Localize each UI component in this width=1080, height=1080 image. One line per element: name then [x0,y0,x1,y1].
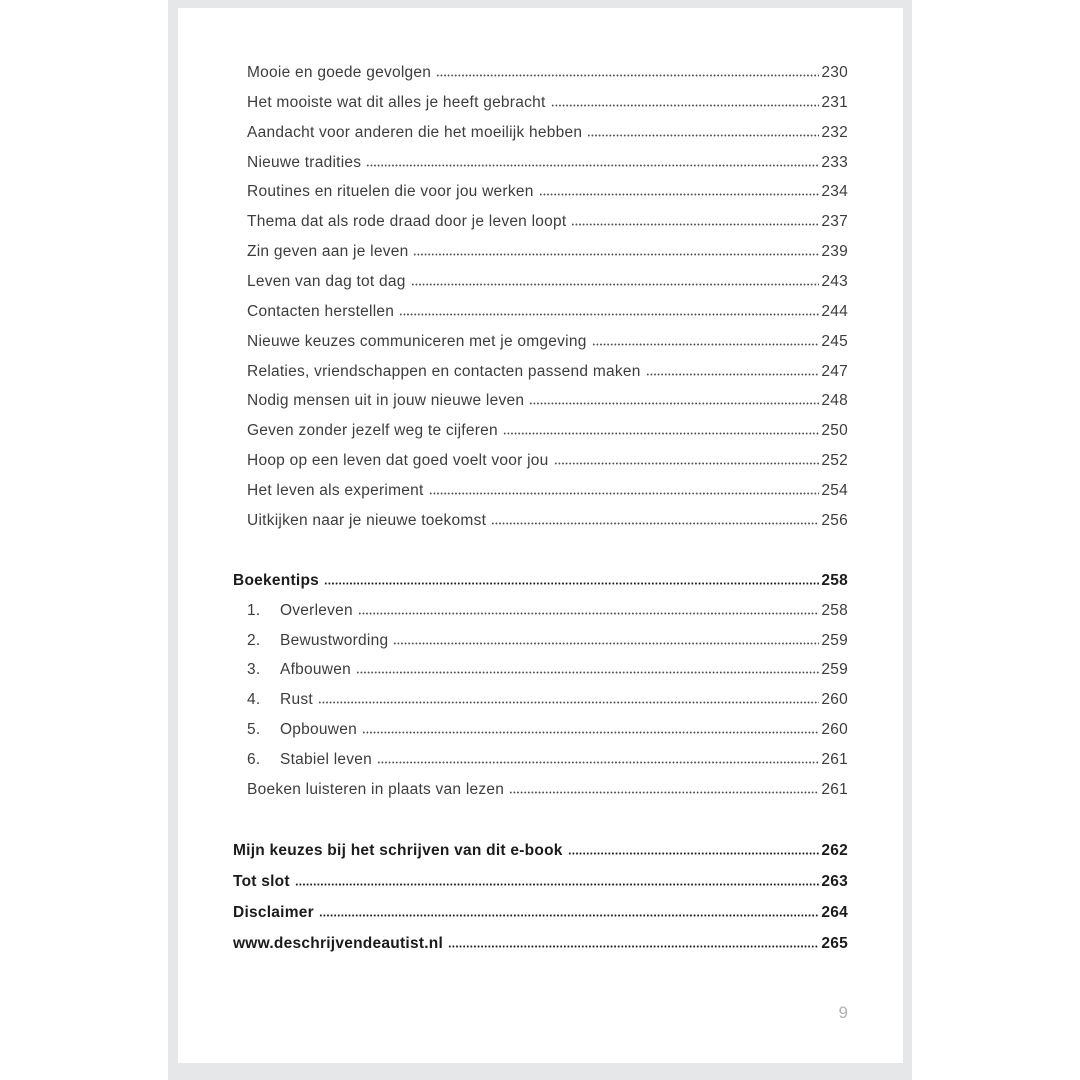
toc-entry-page: 250 [821,422,848,440]
toc-entry-label: Afbouwen [280,661,351,679]
toc-row [233,118,848,148]
dot-leader [529,402,819,405]
dot-leader [356,671,819,674]
page-backdrop [168,0,912,1080]
dot-leader [539,193,820,196]
toc-row [233,237,848,267]
toc-entry-page: 261 [821,751,848,769]
toc-entry-page: 260 [821,721,848,739]
dot-leader [509,791,819,794]
toc-entry-label: Stabiel leven [280,751,373,769]
toc-entry-page: 230 [821,64,848,81]
toc-entry-label: Nodig mensen uit in jouw nieuwe leven [247,392,525,410]
toc-chapter-page: 265 [821,934,848,952]
toc-entry-page: 248 [821,392,848,410]
toc-item-number: 4. [247,691,261,709]
toc-numbered-row [233,626,848,656]
toc-entry-page: 259 [821,661,848,679]
toc-row [233,88,848,118]
dot-leader [491,522,819,525]
toc-numbered-row [233,596,848,626]
toc-entry-label: Bewustwording [280,631,389,649]
toc-chapter-label: Boekentips [233,571,320,589]
toc-numbered-row [233,685,848,715]
toc-entry-page: 234 [821,183,848,201]
toc-row [233,297,848,327]
toc-entry-page: 252 [821,452,848,470]
toc-entry-label: Routines en rituelen die voor jou werken [247,183,534,201]
dot-leader [393,642,819,645]
toc-entry-label: Het leven als experiment [247,482,424,500]
toc-entry-page: 244 [821,302,848,320]
toc-entry-label: Aandacht voor anderen die het moeilijk hebben [247,123,583,141]
toc-entry-label: Zin geven aan je leven [247,243,409,261]
toc-entry-page: 233 [821,153,848,171]
dot-leader [503,432,820,435]
toc-row [233,58,848,88]
toc-entry-page: 232 [821,123,848,141]
toc-entry-page: 259 [821,631,848,649]
dot-leader [318,701,820,704]
dot-leader [448,945,819,948]
toc-entry-page: 239 [821,243,848,261]
dot-leader [411,283,820,286]
toc-entry-label: Uitkijken naar je nieuwe toekomst [247,511,487,529]
toc-chapter-row [233,835,848,866]
toc-item-number: 3. [247,661,261,679]
dot-leader [436,74,819,77]
dot-leader [362,731,819,734]
toc-entry-label: Contacten herstellen [247,302,395,320]
dot-leader [366,164,819,167]
toc-numbered-row [233,655,848,685]
toc-row [233,476,848,506]
toc-row [233,327,848,357]
toc-entry-page: 258 [821,601,848,619]
toc-entry-page: 254 [821,482,848,500]
toc-row [233,775,848,805]
dot-leader [319,914,819,917]
toc-entry-label: Geven zonder jezelf weg te cijferen [247,422,498,440]
toc-entry-label: Nieuwe keuzes communiceren met je omgeving [247,332,587,350]
toc-row [233,207,848,237]
toc-entry-label: Leven van dag tot dag [247,273,406,291]
toc-entry-page: 237 [821,213,848,231]
toc-entry-label: Overleven [280,601,353,619]
toc-entry-page: 260 [821,691,848,709]
dot-leader [429,492,820,495]
toc-entry-page: 231 [821,93,848,111]
toc-chapter-row [233,866,848,897]
toc-row [233,506,848,536]
toc-entry-label: Rust [280,691,313,709]
toc-entry-label: Hoop op een leven dat goed voelt voor jou [247,452,549,470]
toc-entry-page: 243 [821,273,848,291]
toc-chapter-label: Tot slot [233,872,290,890]
toc-chapter-label: www.deschrijvendeautist.nl [233,934,444,952]
toc-chapter-label: Mijn keuzes bij het schrijven van dit e-book [233,841,563,859]
toc-entry-label: Thema dat als rode draad door je leven loopt [247,213,567,231]
toc-row [233,386,848,416]
toc-chapter-row [233,565,848,596]
dot-leader [554,462,820,465]
dot-leader [399,313,819,316]
toc-row [233,357,848,387]
toc-entry-label: Het mooiste wat dit alles je heeft gebracht [247,93,546,111]
dot-leader [646,373,820,376]
toc-chapter-page: 263 [821,872,848,890]
toc-row [233,446,848,476]
toc-item-number: 6. [247,751,261,769]
dot-leader [592,343,820,346]
dot-leader [358,612,819,615]
toc-entry-label: Boeken luisteren in plaats van lezen [247,780,505,798]
toc-item-number: 5. [247,721,261,739]
dot-leader [413,253,819,256]
dot-leader [377,761,819,764]
toc-row [233,177,848,207]
toc-chapter-page: 262 [821,841,848,859]
toc-row [233,416,848,446]
toc-entry-page: 245 [821,332,848,350]
toc-item-number: 2. [247,631,261,649]
dot-leader [551,104,820,107]
dot-leader [568,852,820,855]
toc-item-number: 1. [247,601,261,619]
dot-leader [587,134,819,137]
toc-entry-label: Mooie en goede gevolgen [247,64,432,81]
document-page [178,8,903,1063]
toc-chapter-page: 264 [821,903,848,921]
table-of-contents [178,8,903,959]
dot-leader [571,223,819,226]
toc-numbered-row [233,745,848,775]
toc-chapter-row [233,897,848,928]
toc-chapter-label: Disclaimer [233,903,314,921]
toc-entry-page: 261 [821,780,848,798]
dot-leader [295,883,820,886]
toc-row [233,267,848,297]
dot-leader [324,582,819,585]
toc-entry-label: Nieuwe tradities [247,153,362,171]
toc-row [233,148,848,178]
toc-numbered-row [233,715,848,745]
toc-chapter-row [233,928,848,959]
toc-entry-label: Relaties, vriendschappen en contacten passend maken [247,362,641,380]
toc-chapter-page: 258 [821,571,848,589]
toc-entry-page: 247 [821,362,848,380]
toc-entry-label: Opbouwen [280,721,357,739]
page-number-folio: 9 [838,1003,848,1022]
toc-entry-page: 256 [821,511,848,529]
